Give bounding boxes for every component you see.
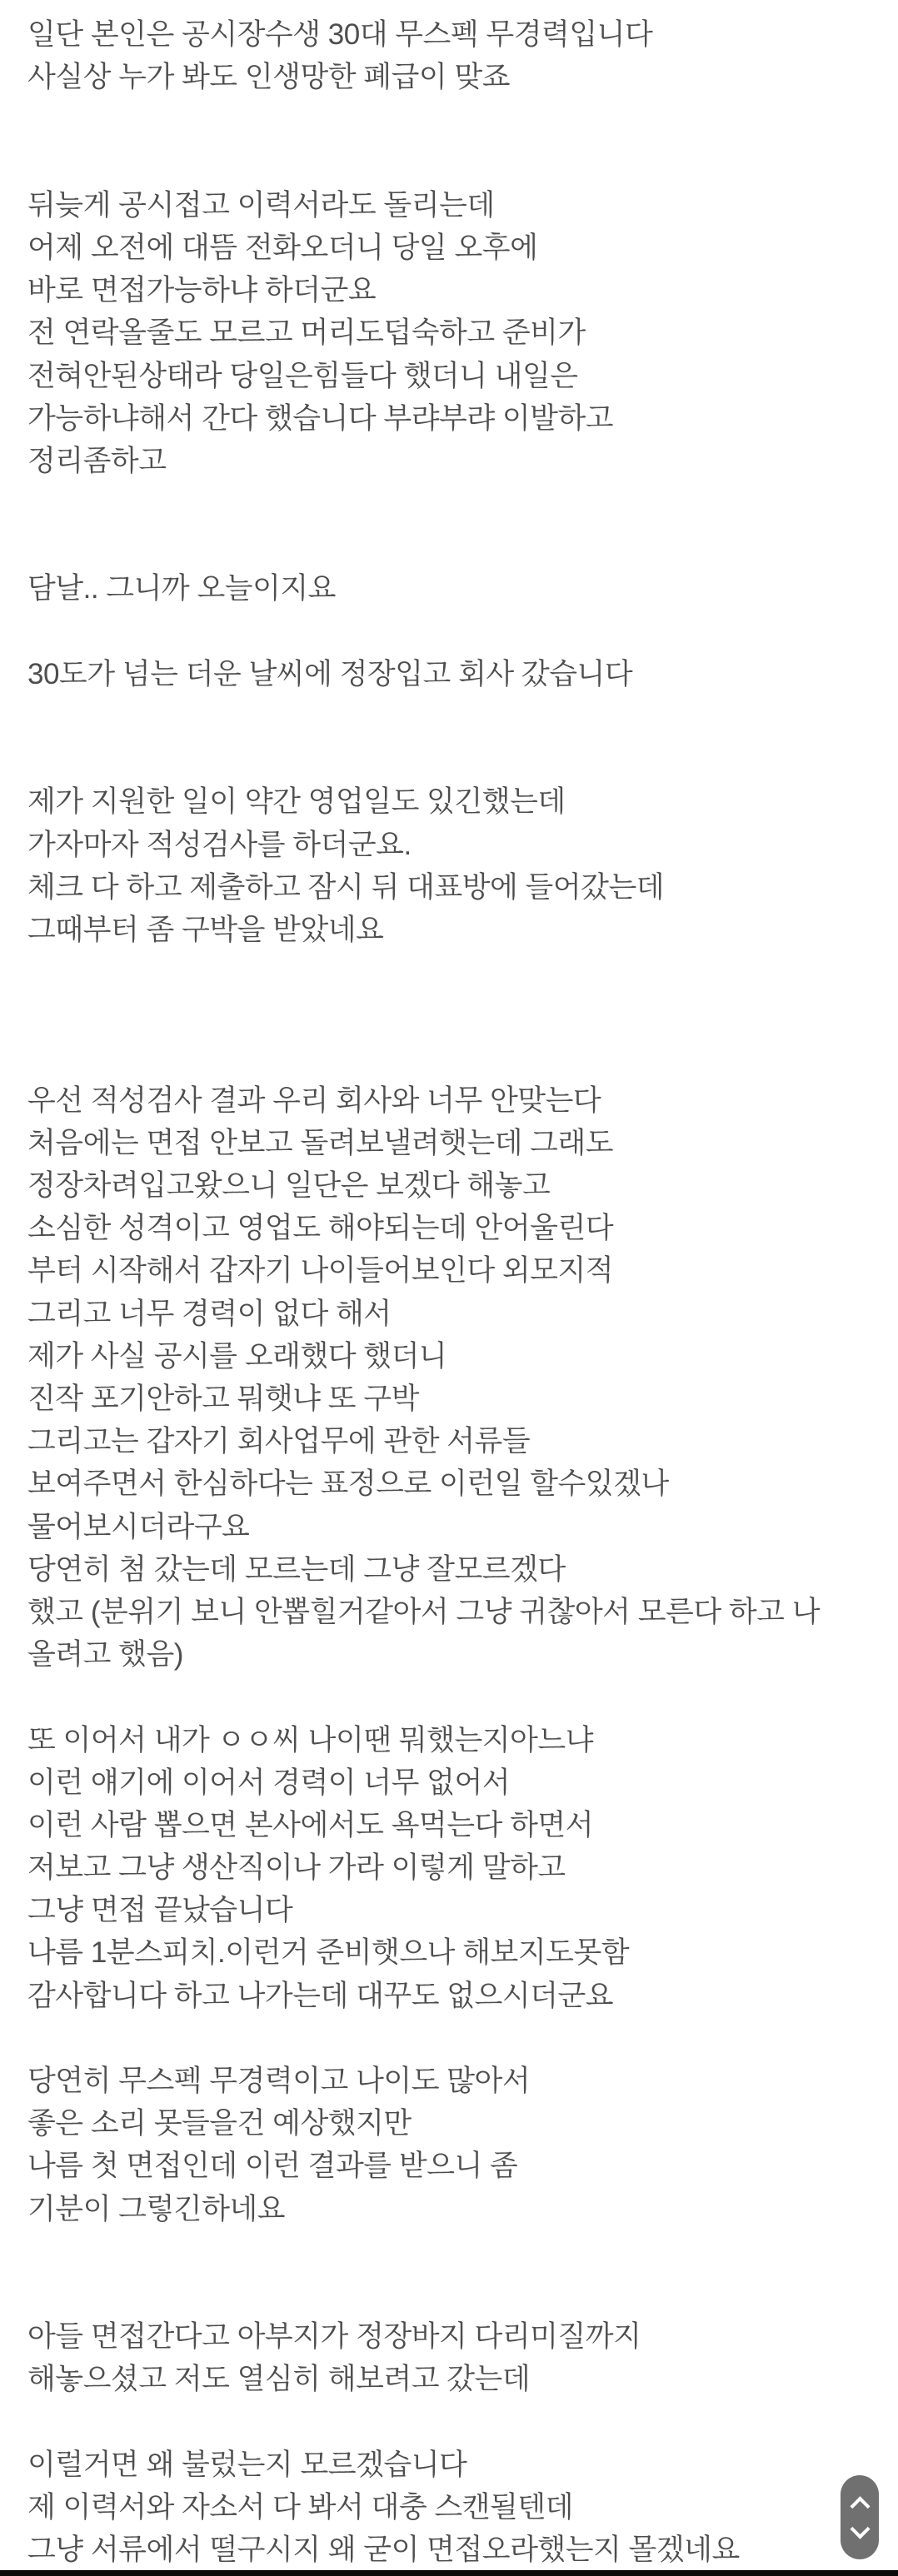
post-line: 당연히 무스펙 무경력이고 나이도 많아서 <box>27 2065 531 2097</box>
post-line: 올려고 했음) <box>27 1638 183 1672</box>
post-line <box>27 610 898 653</box>
post-line: 저보고 그냥 생산직이나 가라 이렇게 말하고 <box>27 1851 566 1885</box>
post-line: 좋은 소리 못들을건 예상했지만 <box>27 2107 412 2140</box>
post-line <box>27 2273 898 2315</box>
post-line: 가자마자 적성검사를 하더군요. <box>27 828 412 861</box>
post-line: 우선 적성검사 결과 우리 회사와 너무 안맞는다 <box>27 1084 601 1117</box>
post-line: 30도가 넘는 더운 날씨에 정장입고 회사 갔습니다 <box>27 657 633 690</box>
post-line: 그때부터 좀 구박을 받았네요 <box>27 913 384 946</box>
post-line: 부터 시작해서 갑자기 나이들어보인다 외모지적 <box>27 1254 614 1288</box>
post-line: 기분이 그렇긴하네요 <box>27 2192 286 2225</box>
post-line <box>27 2230 898 2273</box>
post-line <box>27 994 898 1036</box>
post-line: 그냥 서류에서 떨구시지 왜 굳이 면접오라했는지 몰겠네요 <box>27 2534 740 2567</box>
post-line: 담날.. 그니까 오늘이지요 <box>27 572 336 605</box>
post-line: 그냥 면접 끝났습니다 <box>27 1894 293 1927</box>
post-line: 바로 면접가능하냐 하더군요 <box>27 274 377 307</box>
post-line: 어제 오전에 대뜸 전화오더니 당일 오후에 <box>27 231 538 264</box>
post-line: 뒤늦게 공시접고 이력서라도 돌리는데 <box>27 188 495 222</box>
post-line: 그리고 너무 경력이 없다 해서 <box>27 1297 392 1330</box>
post-line: 보여주면서 한심하다는 표정으로 이런일 할수있겠나 <box>27 1467 669 1501</box>
post-line: 처음에는 면접 안보고 돌려보낼려햇는데 그래도 <box>27 1126 614 1159</box>
post-line: 했고 (분위기 보니 안뽑힐거같아서 그냥 귀찮아서 모른다 하고 나 <box>27 1595 821 1628</box>
post-line: 아들 면접간다고 아부지가 정장바지 다리미질까지 <box>27 2320 641 2354</box>
post-line <box>27 738 898 780</box>
post-line: 전혀안된상태라 당일은힘들다 했더니 내일은 <box>27 359 578 392</box>
post-line <box>27 2401 898 2444</box>
post-line <box>27 98 898 141</box>
post-line: 전 연락올줄도 모르고 머리도덥숙하고 준비가 <box>27 316 586 350</box>
post-line: 이런 사람 뽑으면 본사에서도 욕먹는다 하면서 <box>27 1808 594 1841</box>
post-line: 그리고는 갑자기 회사업무에 관한 서류들 <box>27 1425 531 1458</box>
post-line: 일단 본인은 공시장수생 30대 무스펙 무경력입니다 <box>27 18 653 51</box>
post-line <box>27 2017 898 2060</box>
post-line <box>27 525 898 567</box>
post-line: 체크 다 하고 제출하고 잠시 뒤 대표방에 들어갔는데 <box>27 870 665 904</box>
post-line: 감사합니다 하고 나가는데 대꾸도 없으시더군요 <box>27 1979 614 2012</box>
post-line: 이럴거면 왜 불렀는지 모르겠습니다 <box>27 2448 467 2481</box>
chevron-down-icon[interactable] <box>850 2519 870 2539</box>
post-line <box>27 695 898 738</box>
post-line: 제가 사실 공시를 오래했다 했더니 <box>27 1339 447 1373</box>
post-line <box>27 482 898 525</box>
post-line: 가능하냐해서 간다 했습니다 부랴부랴 이발하고 <box>27 401 614 435</box>
post-line: 제 이력서와 자소서 다 봐서 대충 스캔될텐데 <box>27 2490 573 2524</box>
post-line: 당연히 첨 갔는데 모르는데 그냥 잘모르겠다 <box>27 1552 566 1586</box>
post-line <box>27 1037 898 1079</box>
post-line: 진작 포기안하고 뭐햇냐 또 구박 <box>27 1383 419 1415</box>
post-line: 나름 1분스피치.이런거 준비햇으나 해보지도못함 <box>27 1936 630 1970</box>
post-line: 사실상 누가 봐도 인생망한 폐급이 맞죠 <box>27 61 511 94</box>
post-line: 제가 지원한 일이 약간 영업일도 있긴했는데 <box>27 785 566 819</box>
post-line: 정장차려입고왔으니 일단은 보겠다 해놓고 <box>27 1169 551 1203</box>
post-line: 나름 첫 면접인데 이런 결과를 받으니 좀 <box>27 2150 518 2183</box>
post-line: 정리좀하고 <box>27 444 167 477</box>
chevron-up-icon[interactable] <box>850 2496 870 2516</box>
post-line: 이런 얘기에 이어서 경력이 너무 없어서 <box>27 1766 511 1799</box>
post-line <box>27 1676 898 1718</box>
post-line <box>27 142 898 184</box>
post-line: 해놓으셨고 저도 열심히 해보려고 갔는데 <box>27 2363 531 2396</box>
scroll-buttons[interactable] <box>841 2475 879 2559</box>
post-line: 소심한 성격이고 영업도 해야되는데 안어울린다 <box>27 1212 614 1245</box>
post-line: 물어보시더라구요 <box>27 1510 250 1543</box>
post-line <box>27 951 898 994</box>
bottom-bar <box>0 2570 898 2576</box>
post-line: 또 이어서 내가 ㅇㅇ씨 나이땐 뭐했는지아느냐 <box>27 1723 594 1756</box>
